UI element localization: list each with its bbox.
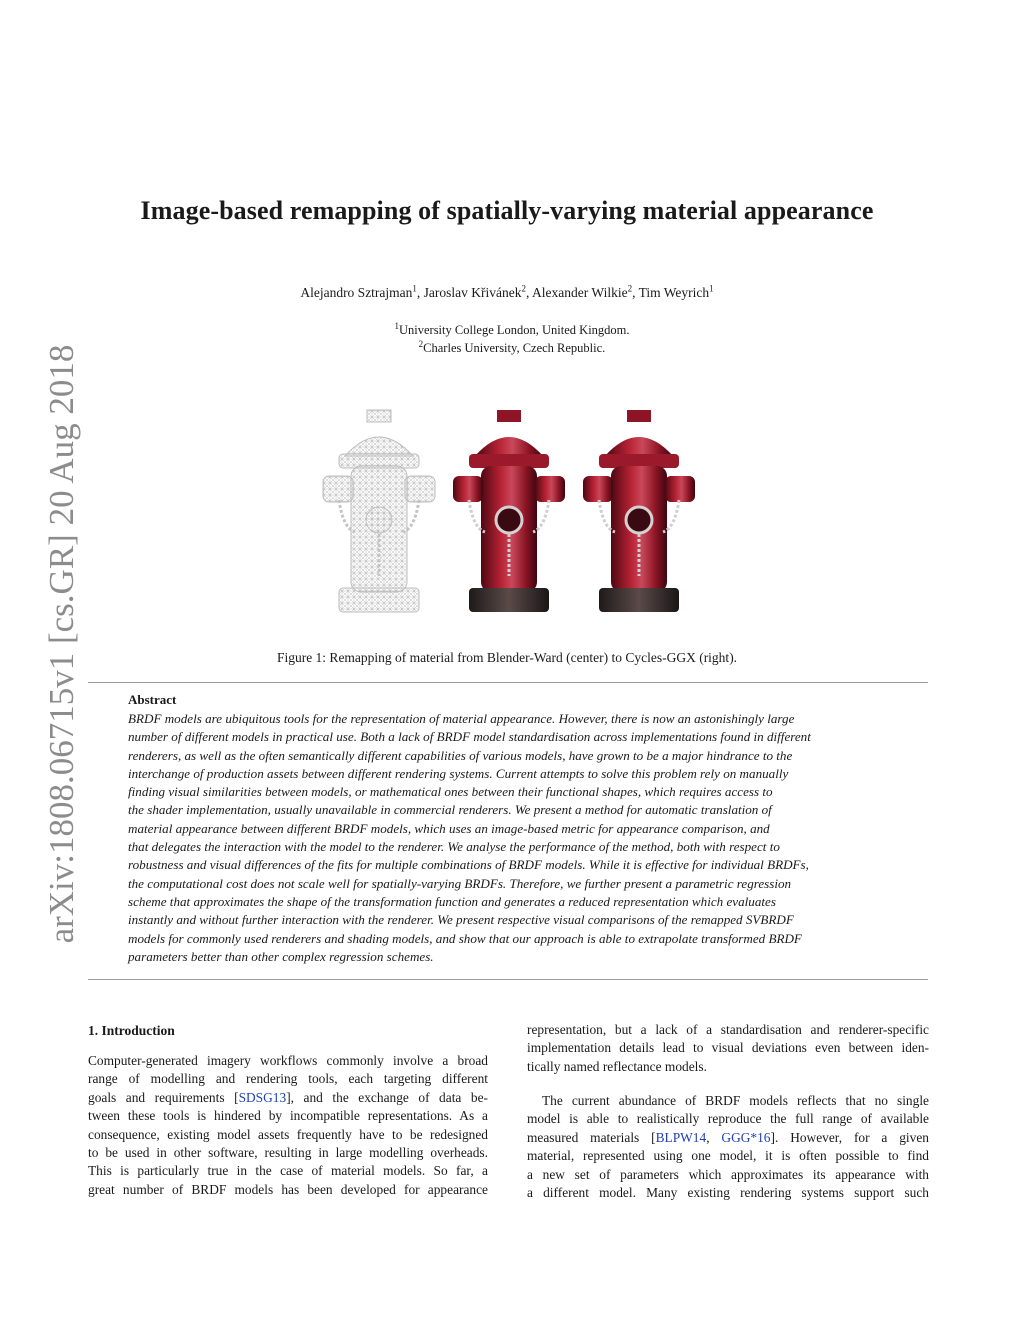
section-heading-introduction: 1. Introduction <box>88 1023 175 1038</box>
abstract-line: the computational cost does not scale well for spatially-varying BRDFs. Therefore, we further present a parametric regression <box>128 875 792 891</box>
body-line: implementation details lead to visual deviations even between iden- <box>527 1040 929 1056</box>
citation-link[interactable]: BLPW14 <box>655 1129 707 1145</box>
abstract-line: instantly and without further interaction with the renderer. We present respective visual comparisons of the remapped SVBRDF <box>128 912 794 928</box>
abstract-heading: Abstract <box>128 692 177 707</box>
body-line: great number of BRDF models has been developed for appearance <box>88 1181 488 1197</box>
text-fragment: ], and the exchange of data be- <box>286 1089 488 1105</box>
abstract-line: models for commonly used renderers and shading models, and show that our approach is able to extrapolate transformed BRDF <box>128 930 802 946</box>
body-line: material, represented using one model, it is often possible to find <box>527 1148 929 1164</box>
citation-link[interactable]: SDSG13 <box>238 1089 287 1105</box>
text-fragment: , <box>706 1129 722 1145</box>
body-line: representation, but a lack of a standardisation and renderer-specific <box>527 1022 929 1037</box>
citation-link[interactable]: GGG*16 <box>721 1129 771 1145</box>
affiliation-marker: 1 <box>709 283 714 294</box>
affiliation <box>0 320 1024 338</box>
body-line: Computer-generated imagery workflows commonly involve a broad <box>88 1053 488 1068</box>
text-fragment: goals and requirements [ <box>88 1089 239 1105</box>
abstract-line: parameters better than other complex regression schemes. <box>128 948 434 964</box>
affiliation-text: Charles University, Czech Republic. <box>423 341 606 355</box>
author-name: Tim Weyrich <box>638 285 710 300</box>
body-line: tically named reflectance models. <box>527 1058 707 1074</box>
wireframe-hydrant <box>323 410 435 612</box>
text-fragment: measured materials [ <box>527 1129 656 1145</box>
abstract-line: scheme that approximates the shape of the transformation function and generates a reduced representation which evaluates <box>128 893 776 909</box>
body-line: consequence, existing model assets frequently have to be redesigned <box>88 1126 488 1142</box>
abstract-text <box>128 710 888 966</box>
author-name: Jaroslav Křivánek <box>423 285 522 300</box>
affiliation-marker: 2 <box>521 283 527 294</box>
abstract-line: the shader implementation, usually unavailable in commercial renderers. We present a method for automatic translation of <box>128 802 772 818</box>
arxiv-identifier: arXiv:1808.06715v1 [cs.GR] 20 Aug 2018 <box>42 344 81 944</box>
hydrant-renders <box>315 408 705 634</box>
body-line: This is particularly true in the case of material models. So far, a <box>88 1163 488 1179</box>
hydrant-cycles-ggx <box>583 410 695 612</box>
intro-right-column-top <box>527 1021 929 1076</box>
affiliation-text: University College London, United Kingdom. <box>398 323 630 337</box>
abstract-line: that delegates the interaction with the model to the renderer. We analyse the performance of the method, both with respect to <box>128 839 780 855</box>
body-line <box>88 1089 488 1107</box>
text-fragment: ]. However, for a given <box>770 1129 929 1145</box>
body-line: tween these tools is hindered by incompatible representations. As a <box>88 1108 488 1124</box>
author-name: Alejandro Sztrajman <box>300 285 413 300</box>
abstract-divider-bottom <box>88 979 928 980</box>
abstract-line: material appearance between different BRDF models, which uses an image-based metric for appearance comparison, and <box>128 820 770 836</box>
body-line: a new set of parameters which approximates its appearance with <box>527 1166 929 1182</box>
abstract-line: BRDF models are ubiquitous tools for the representation of material appearance. However, there is now an astonishingly large <box>128 711 795 726</box>
body-line <box>527 1129 929 1147</box>
body-line: a different model. Many existing rendering systems support such <box>527 1185 929 1201</box>
intro-left-column <box>88 1052 488 1199</box>
abstract-divider-top <box>88 682 928 683</box>
body-line <box>527 1092 929 1110</box>
body-line: to be used in other software, resulting in large modelling overheads. <box>88 1145 488 1161</box>
body-line: model is able to realistically reproduce the full range of available <box>527 1111 929 1127</box>
affiliation <box>0 338 1024 356</box>
abstract-line: robustness and visual differences of the fits for multiple combinations of BRDF models. While it is effective for individual BRDFs, <box>128 857 809 873</box>
abstract-line: number of different models in practical use. Both a lack of BRDF model standardisation across implementations found in different <box>128 729 811 745</box>
affiliation-number: 2 <box>418 338 424 349</box>
abstract-line: finding visual similarities between models, or mathematical ones between their functional shapes, which requires access to <box>128 784 773 800</box>
author-list: Alejandro Sztrajman$^1$, Jaroslav Křivánek$^2$, Alexander Wilkie$^2$, Tim Weyrich$^1$ <box>300 283 714 300</box>
author-name: Alexander Wilkie <box>532 285 628 300</box>
affiliation-marker: 1 <box>412 283 417 294</box>
affiliation-number: 1 <box>394 320 399 331</box>
intro-right-column-paragraph <box>527 1092 929 1202</box>
affiliation-marker: 2 <box>627 283 633 294</box>
teaser-figure <box>315 408 705 634</box>
hydrant-blender-ward <box>453 410 565 612</box>
body-line: range of modelling and rendering tools, each targeting different <box>88 1071 488 1087</box>
abstract-line: interchange of production assets between different rendering systems. Current attempts to solve this problem rely on manually <box>128 765 789 781</box>
figure-caption: Figure 1: Remapping of material from Blender-Ward (center) to Cycles-GGX (right). <box>276 650 738 665</box>
abstract-line: renderers, as well as the often semantically different capabilities of various models, have grown to be a major hindrance to the <box>128 747 793 763</box>
paper-title: Image-based remapping of spatially-varying material appearance <box>140 196 874 225</box>
text-fragment: The current abundance of BRDF models reflects that no single <box>542 1093 929 1108</box>
